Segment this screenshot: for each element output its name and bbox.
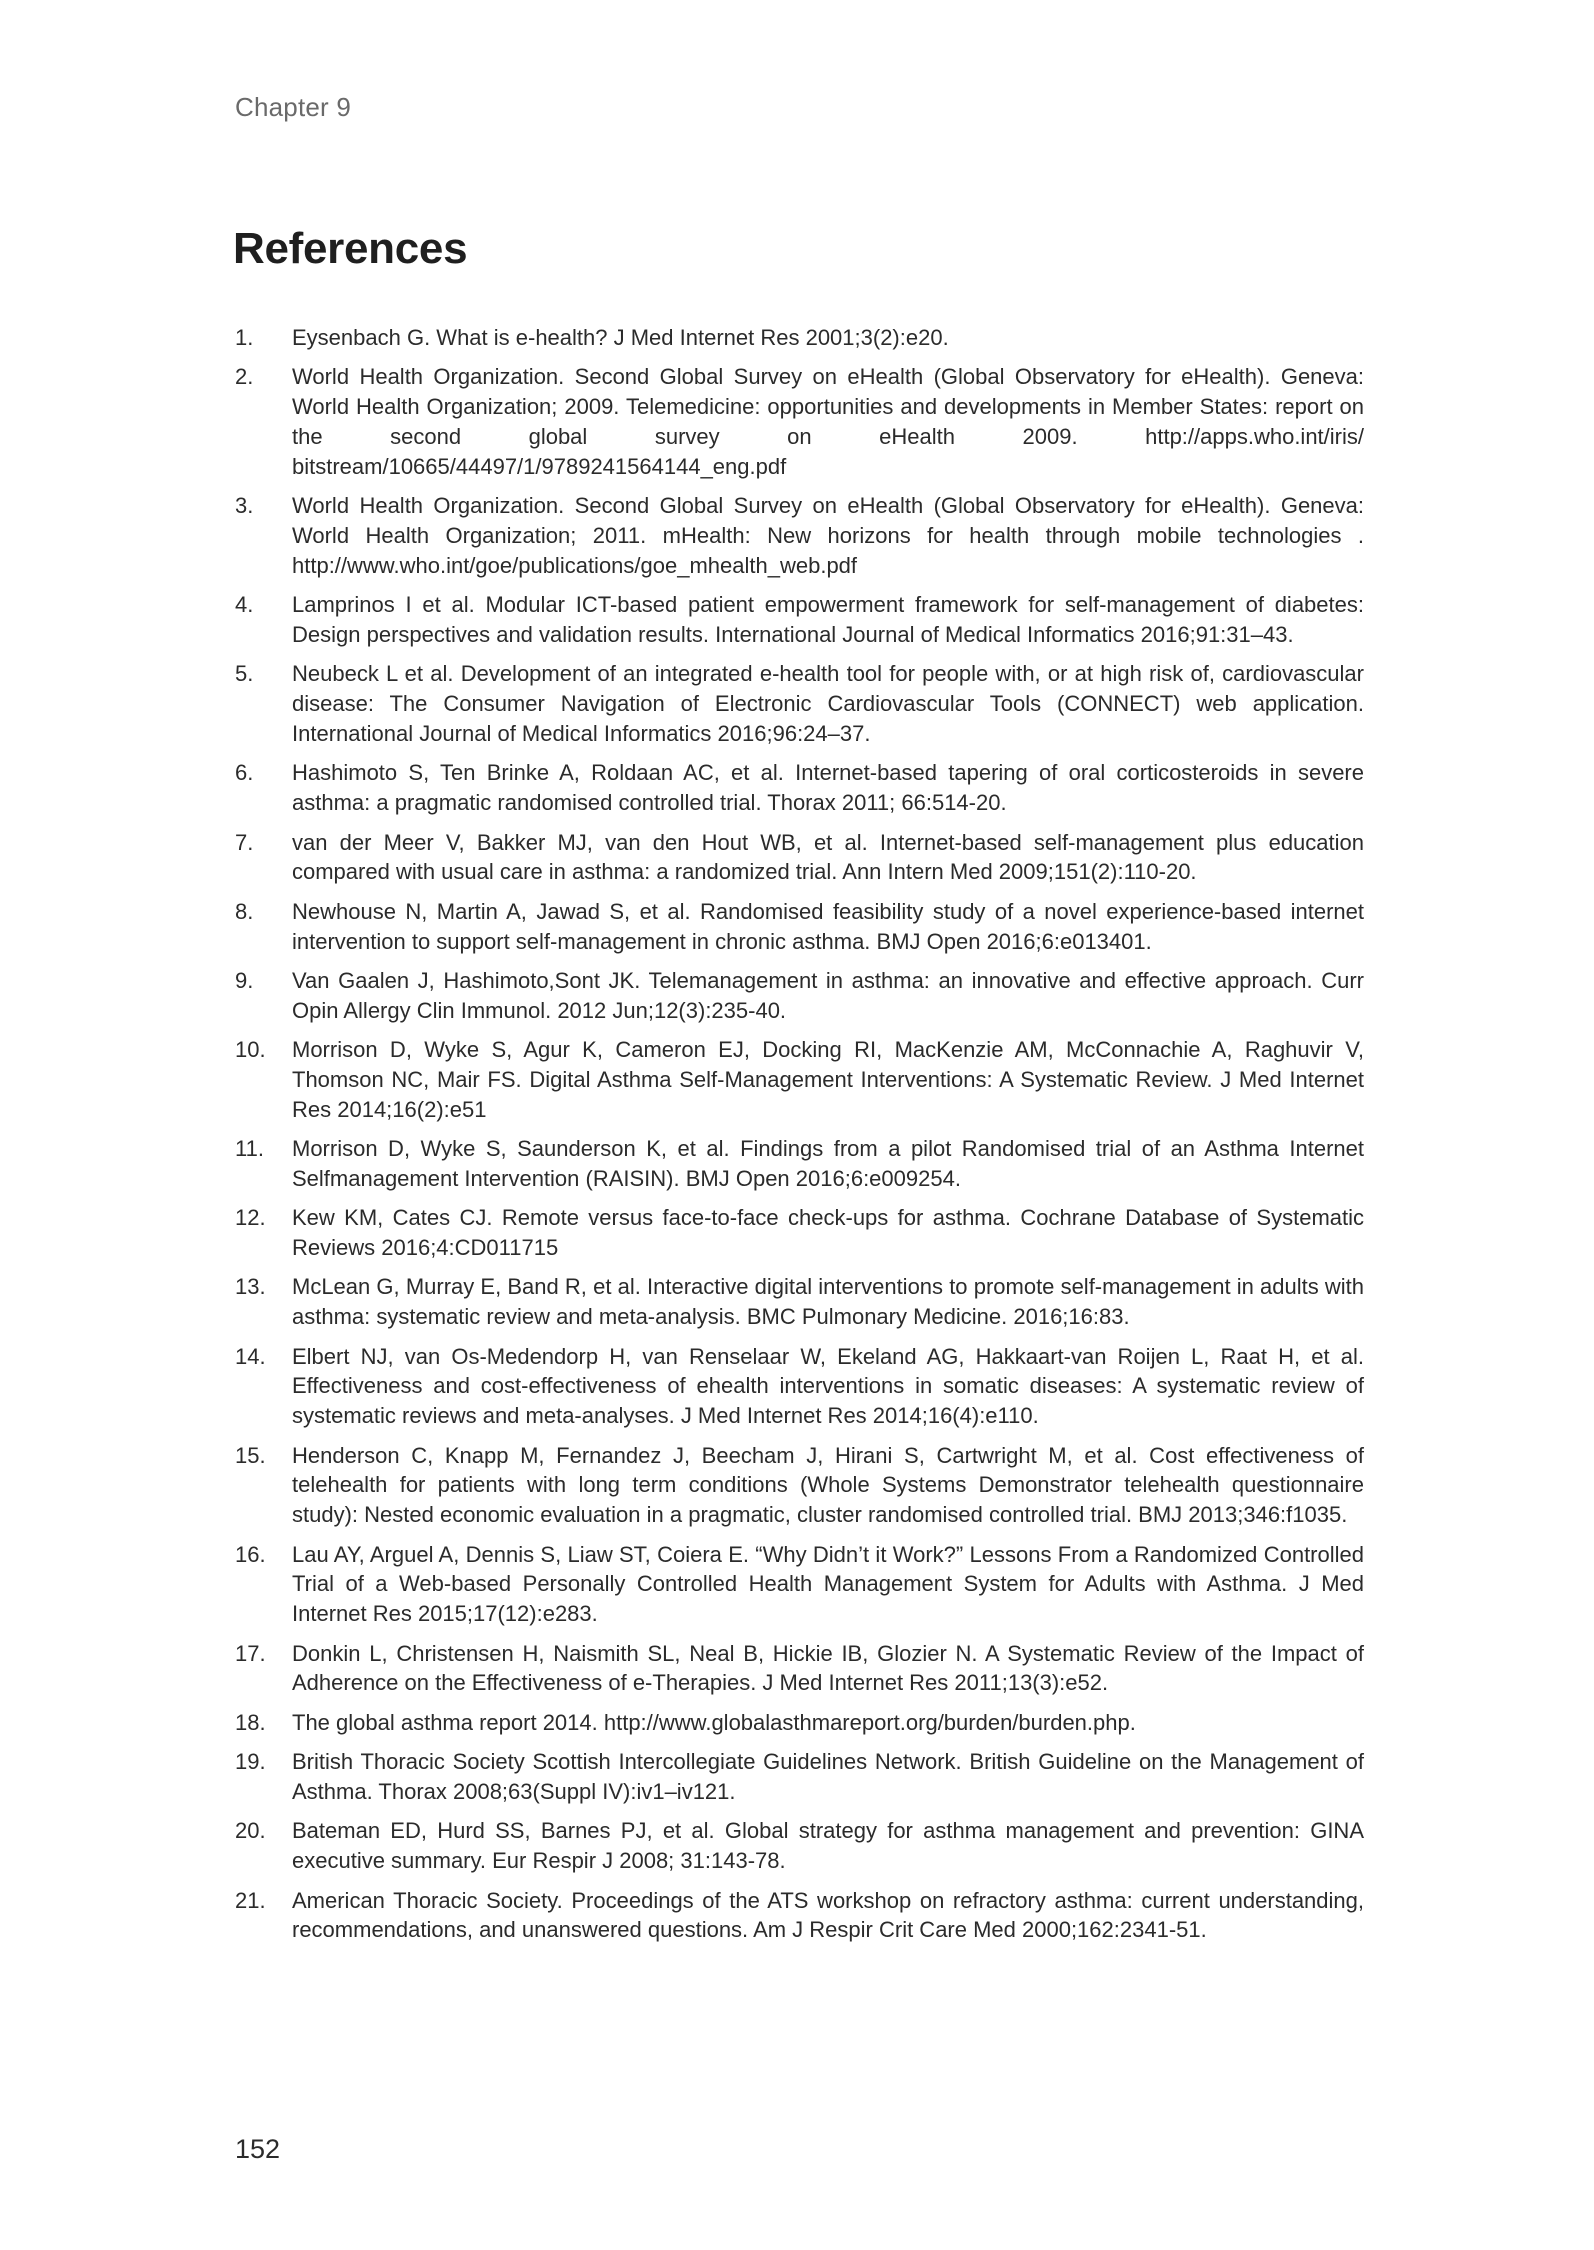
reference-number: 17. [235,1640,266,1666]
reference-text: British Thoracic Society Scottish Intercollegiate Guidelines Network. British Guideline on the Management of Asthma. Thorax 2008;63(Suppl IV):iv1–iv121. [292,1749,1364,1804]
reference-item [235,362,1364,481]
reference-item [235,491,1364,580]
reference-text: Morrison D, Wyke S, Agur K, Cameron EJ, Docking RI, MacKenzie AM, McConnachie A, Raghuvir V, Thomson NC, Mair FS. Digital Asthma Self-Management Interventions: A Systematic Review. J Med Internet Res 2014;16(2):e51 [292,1037,1364,1122]
reference-item [235,1272,1364,1332]
reference-text: Lau AY, Arguel A, Dennis S, Liaw ST, Coiera E. “Why Didn’t it Work?” Lessons From a Randomized Controlled Trial of a Web-based Personally Controlled Health Management System for Adults with Asthma. J Med Internet Res 2015;17(12):e283. [292,1541,1364,1627]
reference-text: Henderson C, Knapp M, Fernandez J, Beecham J, Hirani S, Cartwright M, et al. Cost effectiveness of telehealth for patients with long term conditions (Whole Systems Demonstrator telehealth questionnaire study): Nested economic evaluation in a pragmatic, cluster randomised controlled trial. BMJ 2013;346:f1035. [292,1442,1364,1528]
reference-item [235,1816,1364,1876]
reference-number: 6. [235,760,254,786]
reference-item [235,966,1364,1026]
reference-text: Neubeck L et al. Development of an integrated e-health tool for people with, or at high risk of, cardiovascular disease: The Consumer Navigation of Electronic Cardiovascular Tools (CONNECT) web application. International Journal of Medical Informatics 2016;96:24–37. [292,661,1364,746]
reference-number: 12. [235,1205,266,1231]
reference-number: 5. [235,661,254,687]
reference-item [235,1708,1364,1738]
reference-text: Elbert NJ, van Os-Medendorp H, van Renselaar W, Ekeland AG, Hakkaart-van Roijen L, Raat H, et al. Effectiveness and cost-effectiveness of ehealth interventions in somatic diseases: A systematic review of systematic reviews and meta-analyses. J Med Internet Res 2014;16(4):e110. [292,1343,1364,1429]
reference-item [235,1134,1364,1194]
reference-text: McLean G, Murray E, Band R, et al. Interactive digital interventions to promote self-management in adults with asthma: systematic review and meta-analysis. BMC Pulmonary Medicine. 2016;16:83. [292,1274,1364,1330]
reference-item [235,1639,1364,1699]
reference-number: 7. [235,829,254,855]
reference-text: Lamprinos I et al. Modular ICT-based patient empowerment framework for self-management of diabetes: Design perspectives and validation results. International Journal of Medical Informatics 2016;91:31–43. [292,592,1364,647]
reference-item [235,1203,1364,1263]
reference-text: World Health Organization. Second Global Survey on eHealth (Global Observatory for eHealth). Geneva: World Health Organization; 2011. mHealth: New horizons for health through mobile technologies . http://www.who.int/goe/publications/goe_mhealth_web.pdf [292,493,1364,578]
reference-text: van der Meer V, Bakker MJ, van den Hout WB, et al. Internet-based self-management plus education compared with usual care in asthma: a randomized trial. Ann Intern Med 2009;151(2):110-20. [292,829,1364,885]
section-title: References [233,224,468,273]
reference-item [235,1441,1364,1530]
reference-item [235,758,1364,818]
reference-item [235,1035,1364,1124]
reference-text: Van Gaalen J, Hashimoto,Sont JK. Telemanagement in asthma: an innovative and effective approach. Curr Opin Allergy Clin Immunol. 2012 Jun;12(3):235-40. [292,967,1364,1023]
reference-number: 15. [235,1442,266,1468]
reference-text: The global asthma report 2014. http://www.globalasthmareport.org/burden/burden.php. [292,1709,1136,1735]
reference-item [235,1747,1364,1807]
reference-number: 9. [235,967,254,993]
reference-item [235,897,1364,957]
reference-item [235,659,1364,748]
reference-item [235,1886,1364,1946]
reference-number: 2. [235,364,254,390]
reference-number: 20. [235,1818,266,1844]
reference-text: Hashimoto S, Ten Brinke A, Roldaan AC, et al. Internet-based tapering of oral corticosteroids in severe asthma: a pragmatic randomised controlled trial. Thorax 2011; 66:514-20. [292,760,1364,816]
reference-list [235,323,1364,1955]
reference-item [235,1540,1364,1629]
page-number: 152 [235,2134,281,2164]
running-header: Chapter 9 [235,92,351,122]
reference-item [235,590,1364,650]
reference-number: 1. [235,325,254,350]
reference-item [235,323,1364,353]
reference-text: Eysenbach G. What is e-health? J Med Internet Res 2001;3(2):e20. [292,325,949,350]
reference-number: 3. [235,493,254,519]
reference-text: Newhouse N, Martin A, Jawad S, et al. Randomised feasibility study of a novel experience-based internet intervention to support self-management in chronic asthma. BMJ Open 2016;6:e013401. [292,898,1364,954]
reference-number: 4. [235,592,254,618]
reference-number: 19. [235,1749,266,1775]
reference-text: World Health Organization. Second Global Survey on eHealth (Global Observatory for eHealth). Geneva: World Health Organization; 2009. Telemedicine: opportunities and developments in Member States: report on the second global survey on eHealth 2009. http://apps.who.int/iris/ bitstream/10665/44497/1/9789241564144_eng.pdf [292,364,1364,479]
reference-number: 11. [235,1136,264,1162]
reference-text: Morrison D, Wyke S, Saunderson K, et al. Findings from a pilot Randomised trial of an Asthma Internet Selfmanagement Intervention (RAISIN). BMJ Open 2016;6:e009254. [292,1136,1364,1191]
reference-text: American Thoracic Society. Proceedings of the ATS workshop on refractory asthma: current understanding, recommendations, and unanswered questions. Am J Respir Crit Care Med 2000;162:2341-51. [292,1887,1364,1943]
reference-number: 18. [235,1709,266,1735]
reference-number: 21. [235,1887,266,1913]
reference-item [235,828,1364,888]
reference-number: 10. [235,1037,266,1063]
reference-number: 13. [235,1274,266,1300]
reference-number: 16. [235,1541,266,1567]
reference-text: Kew KM, Cates CJ. Remote versus face-to-face check-ups for asthma. Cochrane Database of Systematic Reviews 2016;4:CD011715 [292,1205,1364,1261]
reference-text: Bateman ED, Hurd SS, Barnes PJ, et al. Global strategy for asthma management and prevention: GINA executive summary. Eur Respir J 2008; 31:143-78. [292,1818,1364,1874]
reference-text: Donkin L, Christensen H, Naismith SL, Neal B, Hickie IB, Glozier N. A Systematic Review of the Impact of Adherence on the Effectiveness of e-Therapies. J Med Internet Res 2011;13(3):e52. [292,1640,1364,1696]
reference-number: 14. [235,1343,266,1369]
reference-number: 8. [235,898,254,924]
reference-item [235,1342,1364,1431]
